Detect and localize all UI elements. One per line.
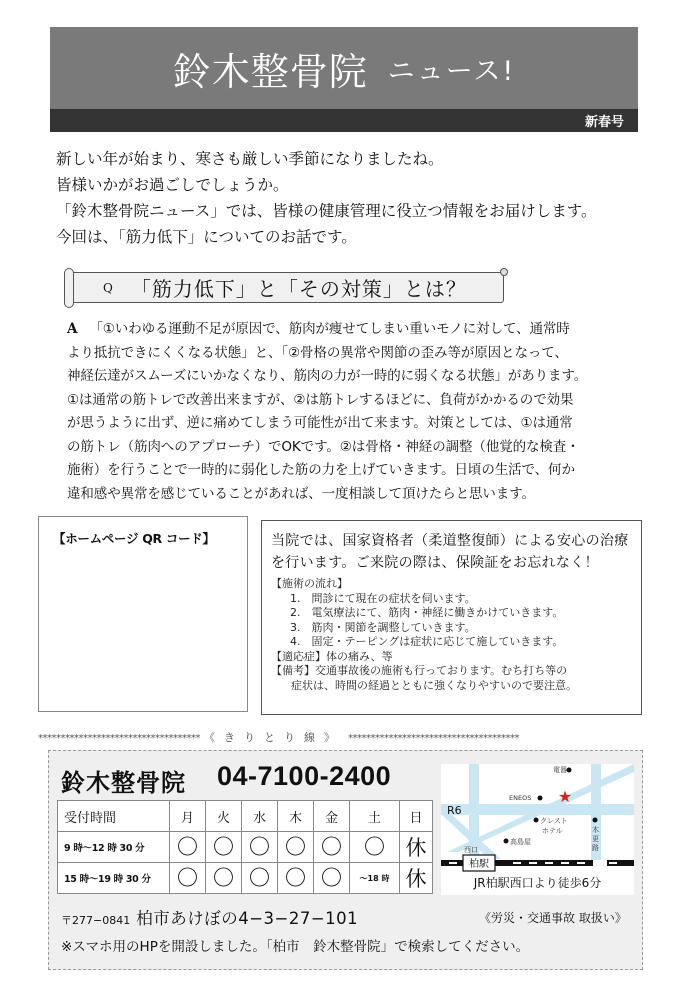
- info-lead-line: を行います。ご来院の際は、保険証をお忘れなく！: [271, 555, 599, 571]
- answer-line: 違和感や異常を感じていることがあれば、一度相談して頂けたらと思います。: [67, 485, 535, 502]
- day-mon: 月: [170, 801, 206, 832]
- closed-mark: 休: [400, 832, 433, 863]
- header-bar: [50, 109, 638, 132]
- intro-line: 皆様いかがお過ごしでしょうか。: [56, 176, 289, 194]
- cut-line-stars: **************************************: [348, 733, 519, 744]
- scroll-shape: [70, 272, 504, 303]
- hours-row-afternoon: [58, 863, 433, 894]
- intro-line: 今回は、「筋力低下」についてのお話です。: [56, 228, 357, 246]
- note-text-cont: 症状は、時間の経過とともに強くなりやすいので要注意。: [291, 678, 577, 692]
- open-mark: 〇: [206, 832, 242, 863]
- newsletter-header: [50, 27, 638, 132]
- news-subtitle: ニュース!: [387, 55, 516, 87]
- street-address: 柏市あけぼの4−3−27−101: [136, 909, 359, 928]
- day-tue: 火: [206, 801, 242, 832]
- postal-code: 〒277−0841: [61, 914, 131, 927]
- svg-text:西口: 西口: [464, 846, 478, 854]
- svg-text:ENEOS: ENEOS: [509, 794, 532, 802]
- address-line: [61, 905, 358, 929]
- svg-text:R6: R6: [447, 804, 462, 817]
- slot-label: 9 時～12 時 30 分: [58, 832, 170, 863]
- flow-title: 【施術の流れ】: [271, 577, 348, 590]
- question-banner: [64, 268, 508, 310]
- closed-mark: 休: [400, 863, 433, 894]
- day-fri: 金: [314, 801, 350, 832]
- note-text: 【備考】交通事故後の施術も行っております。むち打ち等の: [271, 664, 568, 677]
- cut-line: [38, 729, 648, 745]
- open-mark: 〇: [278, 863, 314, 894]
- answer-line: が思うように出ず、逆に痛めてしまう可能性が出て来ます。対策としては、①は通常: [67, 415, 573, 431]
- answer-line: A 「①いわゆる運動不足が原因で、筋肉が痩せてしまい重いモノに対して、通常時: [67, 321, 570, 337]
- cut-line-label: 《きりとり線》: [204, 731, 344, 744]
- day-sat: 土: [350, 801, 400, 832]
- intro-line: 「鈴木整骨院ニュース」では、皆様の健康管理に役立つ情報をお届けします。: [56, 202, 597, 220]
- day-sun: 日: [400, 801, 433, 832]
- saturday-note: ～18 時: [350, 863, 400, 894]
- clinic-info-box: [261, 520, 642, 715]
- open-mark: 〇: [350, 832, 400, 863]
- svg-text:クレスト: クレスト: [540, 817, 568, 825]
- phone-number[interactable]: 04-7100-2400: [217, 761, 392, 791]
- hours-header-label: 受付時間: [58, 801, 170, 832]
- open-mark: 〇: [170, 832, 206, 863]
- map-caption: JR柏駅西口より徒歩6分: [473, 876, 602, 890]
- answer-line: の筋トレ（筋肉へのアプローチ）でOKです。②は骨格・神経の調整（他覚的な検査・: [67, 438, 580, 455]
- open-mark: 〇: [314, 832, 350, 863]
- flow-step: 4. 固定・テーピングは症状に応じて施していきます。: [290, 635, 564, 648]
- clinic-card: [48, 750, 643, 970]
- info-lead-line: 当院では、国家資格者（柔道整復師）による安心の治療: [271, 533, 629, 549]
- answer-line: 施術）を行うことで一時的に弱化した筋の力を上げていきます。日頃の生活で、何か: [67, 462, 575, 478]
- header-banner: [50, 27, 638, 109]
- svg-text:柏駅: 柏駅: [469, 859, 489, 870]
- day-thu: 木: [278, 801, 314, 832]
- svg-text:★: ★: [557, 787, 573, 806]
- scroll-left-curl-icon: [64, 268, 74, 308]
- hours-header-row: [58, 801, 433, 832]
- open-mark: 〇: [170, 863, 206, 894]
- scroll-right-curl-icon: [500, 268, 508, 276]
- clinic-title: 鈴木整骨院: [172, 49, 368, 94]
- svg-text:ホテル: ホテル: [542, 827, 563, 835]
- hours-table: [57, 800, 433, 894]
- svg-text:更: 更: [592, 835, 599, 843]
- day-wed: 水: [242, 801, 278, 832]
- website-note: ※スマホ用のHPを開設しました。「柏市 鈴木整骨院」で検索してください。: [61, 939, 530, 955]
- hours-row-morning: [58, 832, 433, 863]
- answer-text: [67, 318, 642, 506]
- svg-text:木: 木: [592, 826, 599, 834]
- flow-step: 2. 電気療法にて、筋肉・神経に働きかけていきます。: [290, 606, 564, 619]
- open-mark: 〇: [206, 863, 242, 894]
- cut-line-stars: ************************************: [38, 733, 200, 744]
- flow-step: 1. 問診にて現在の症状を伺います。: [290, 591, 476, 605]
- svg-text:路: 路: [592, 844, 599, 852]
- question-letter: Q: [103, 280, 113, 295]
- access-map: [441, 764, 634, 895]
- open-mark: 〇: [314, 863, 350, 894]
- insurance-badge: 《労災・交通事故 取扱い》: [479, 911, 627, 925]
- question-text: 「筋力低下」と「その対策」とは？: [130, 277, 467, 301]
- answer-letter: A: [67, 321, 78, 337]
- answer-line: ①は通常の筋トレで改善出来ますが、②は筋トレするほどに、負荷がかかるので効果: [67, 391, 574, 408]
- flow-step: 3. 筋肉・関節を調整していきます。: [290, 620, 476, 634]
- intro-line: 新しい年が始まり、寒さも厳しい季節になりましたね。: [56, 150, 444, 168]
- indication-text: 【適応症】体の痛み、等: [271, 649, 393, 663]
- qr-label: 【ホームページ QR コード】: [53, 531, 215, 546]
- answer-line: より抵抗できにくくなる状態」と、「②骨格の異常や関節の歪み等が原因となって、: [67, 344, 568, 361]
- intro-text: [56, 146, 656, 250]
- issue-label: 新春号: [584, 115, 624, 130]
- svg-text:電器: 電器: [553, 766, 567, 774]
- open-mark: 〇: [242, 863, 278, 894]
- open-mark: 〇: [278, 832, 314, 863]
- svg-text:高島屋: 高島屋: [510, 838, 531, 846]
- answer-line: 神経伝達がスムーズにいかなくなり、筋肉の力が一時的に弱くなる状態」があります。: [67, 368, 588, 384]
- qr-code-box: [38, 516, 248, 712]
- card-clinic-name: 鈴木整骨院: [61, 769, 186, 797]
- open-mark: 〇: [242, 832, 278, 863]
- slot-label: 15 時～19 時 30 分: [58, 863, 170, 894]
